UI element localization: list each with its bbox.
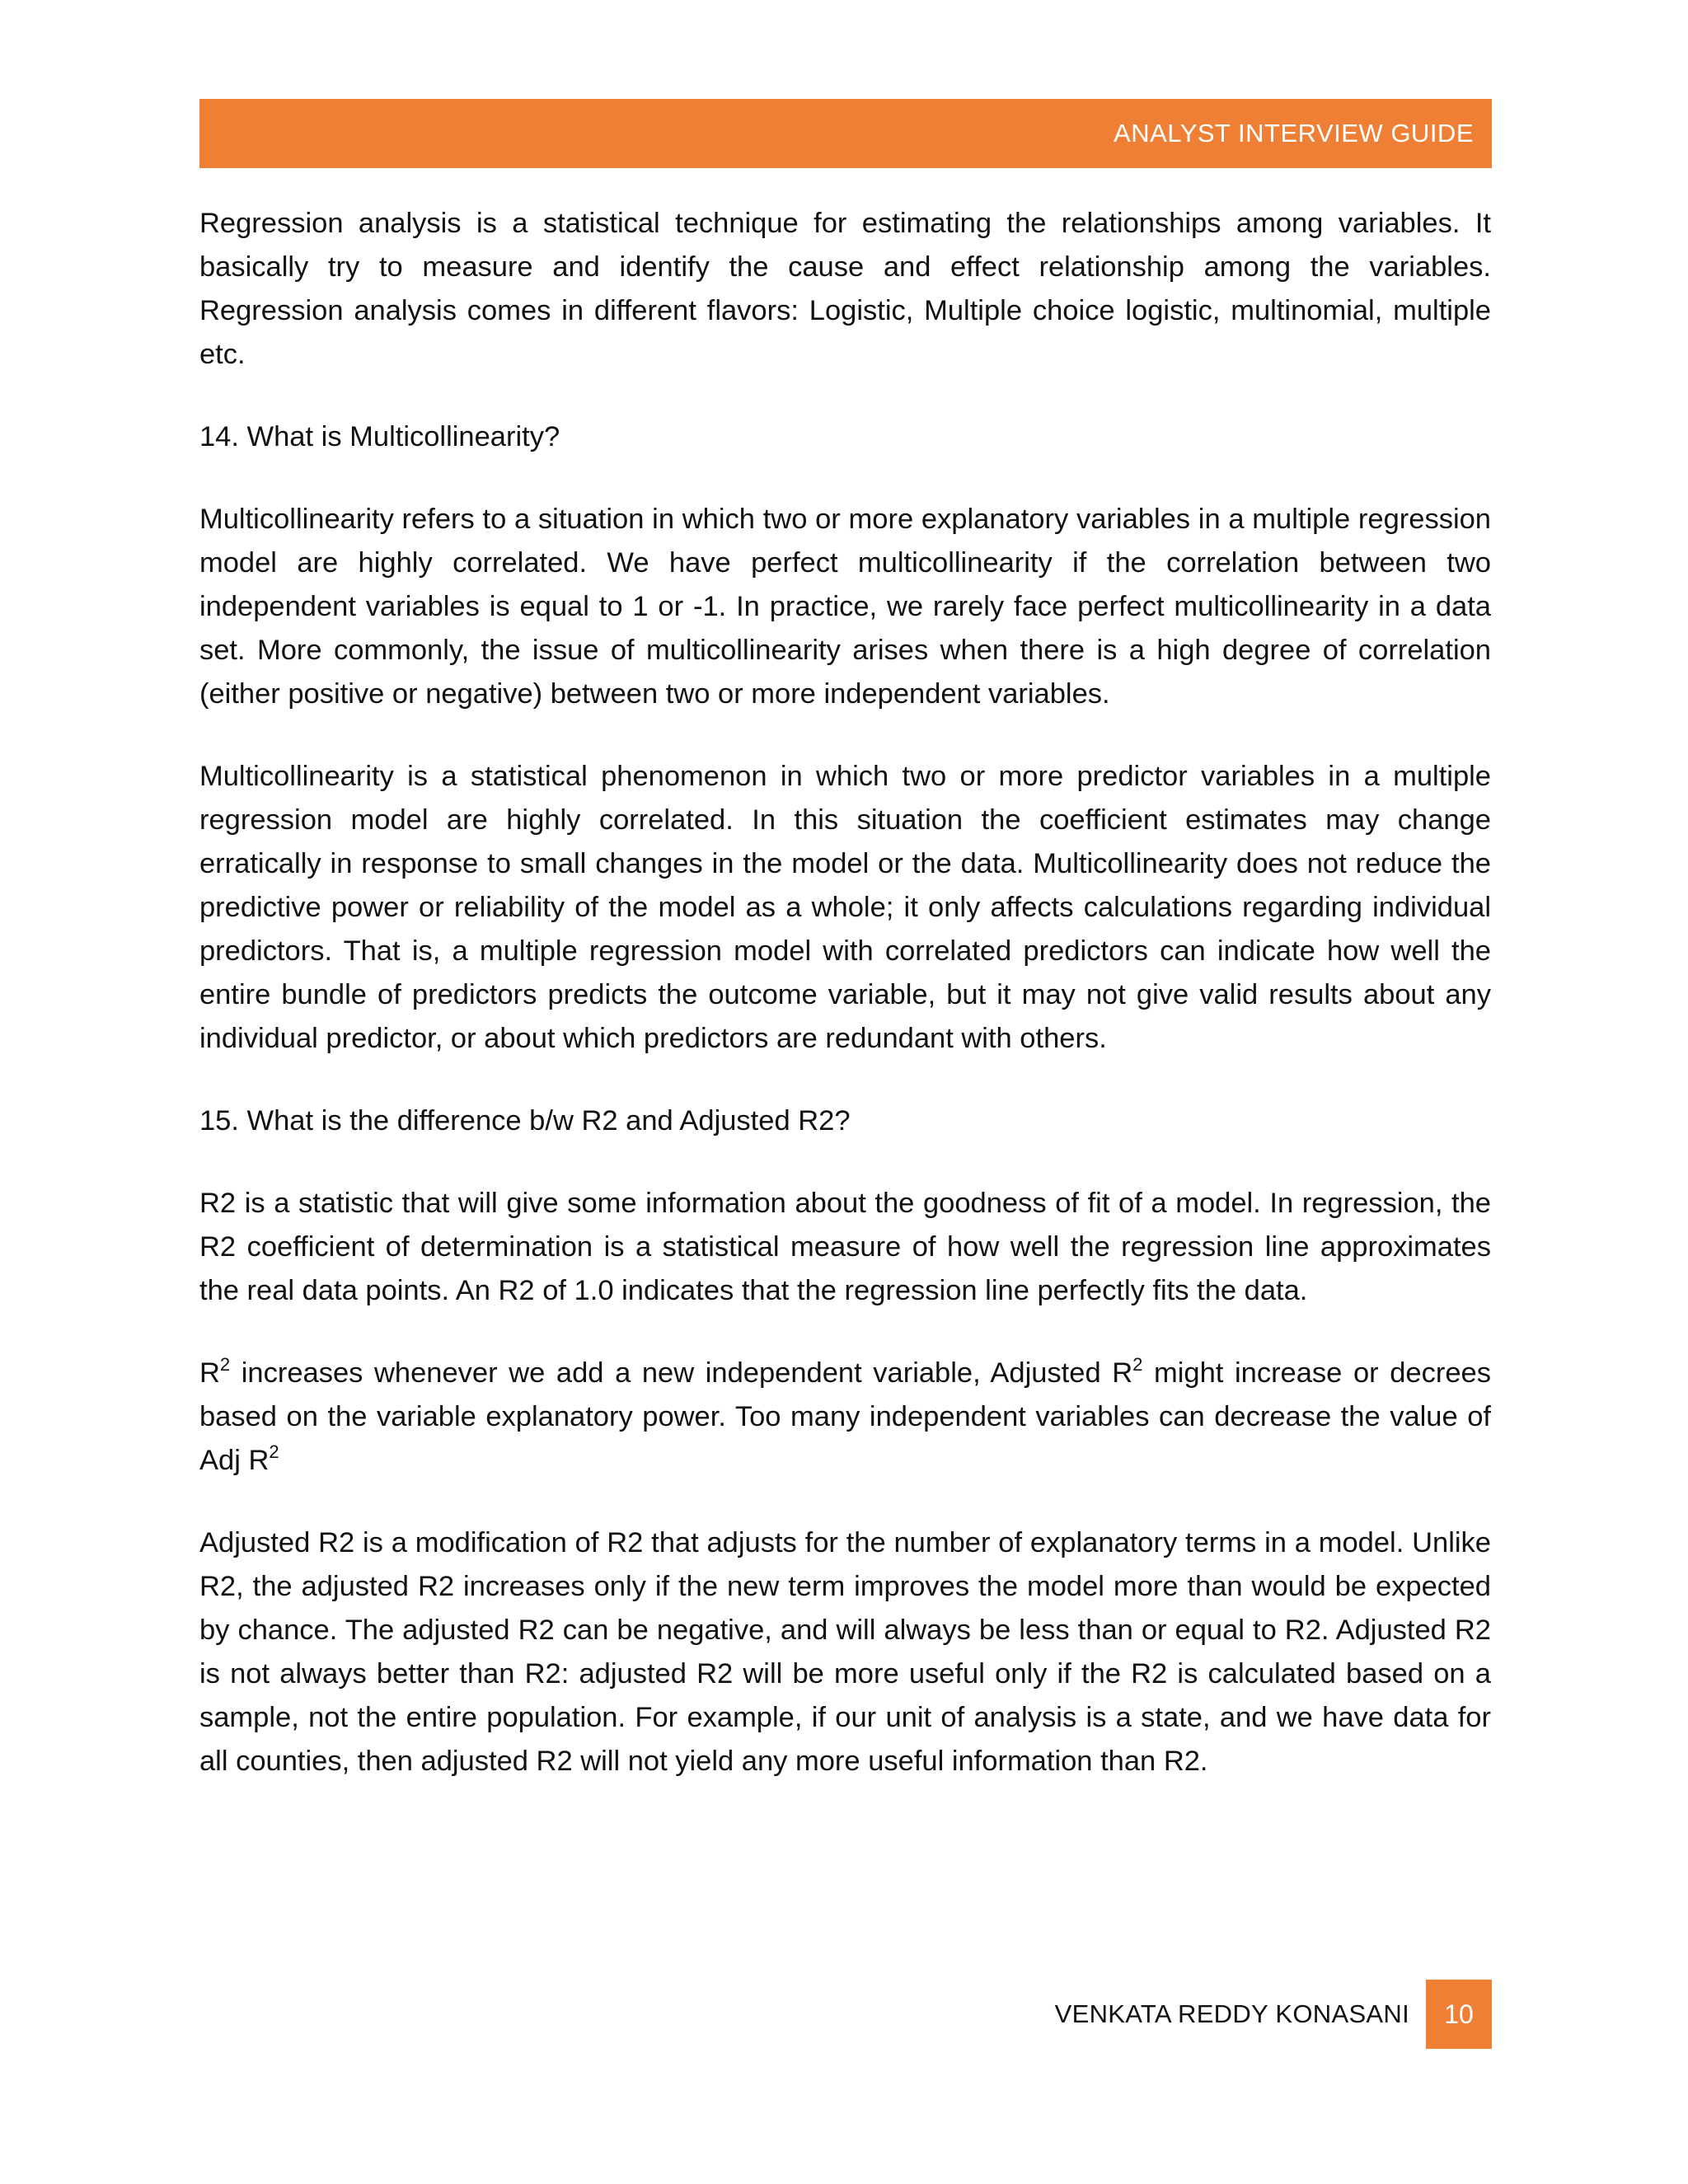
paragraph-r2-2	[199, 1352, 1491, 1483]
spacer	[199, 459, 1491, 498]
r2-text-2: might increase or decrees based on the variable explanatory power. Too many independent variables can decrease the value of Adj R	[199, 1357, 1491, 1476]
spacer	[199, 1143, 1491, 1182]
spacer	[199, 377, 1491, 415]
page-content	[199, 202, 1491, 1783]
paragraph-r2-1: R2 is a statistic that will give some information about the goodness of fit of a model. In regression, the R2 coefficient of determination is a statistical measure of how well the regression line approximates the real data points. An R2 of 1.0 indicates that the regression line perfectly fits the data.	[199, 1188, 1491, 1306]
page-number-box	[1426, 1980, 1492, 2049]
r2-text-r: R	[199, 1357, 220, 1389]
footer-author: VENKATA REDDY KONASANI	[1054, 1999, 1409, 2028]
spacer	[199, 716, 1491, 755]
header-title: ANALYST INTERVIEW GUIDE	[1114, 119, 1474, 148]
spacer	[199, 1313, 1491, 1352]
question-15-heading: 15. What is the difference b/w R2 and Adjusted R2?	[199, 1105, 851, 1137]
header-bar	[199, 99, 1492, 168]
spacer	[199, 1483, 1491, 1521]
question-14-heading: 14. What is Multicollinearity?	[199, 421, 560, 452]
paragraph-multicollinearity-2: Multicollinearity is a statistical phenomenon in which two or more predictor variables in a multiple regression model are highly correlated. In this situation the coefficient estimates may change erratically in response to small changes in the model or the data. Multicollinearity does not reduce the predictive power or reliability of the model as a whole; it only affects calculations regarding individual predictors. That is, a multiple regression model with correlated predictors can indicate how well the entire bundle of predictors predicts the outcome variable, but it may not give valid results about any individual predictor, or about which predictors are redundant with others.	[199, 761, 1491, 1054]
footer	[199, 1980, 1492, 2049]
spacer	[199, 1061, 1491, 1099]
paragraph-multicollinearity-1: Multicollinearity refers to a situation in which two or more explanatory variables in a multiple regression model are highly correlated. We have perfect multicollinearity if the correlation between two independent variables is equal to 1 or -1. In practice, we rarely face perfect multicollinearity in a data set. More commonly, the issue of multicollinearity arises when there is a high degree of correlation (either positive or negative) between two or more independent variables.	[199, 504, 1491, 710]
superscript-2: 2	[219, 1353, 231, 1375]
paragraph-adjusted-r2: Adjusted R2 is a modification of R2 that adjusts for the number of explanatory terms in a model. Unlike R2, the adjusted R2 increases only if the new term improves the model more than would be expected by chance. The adjusted R2 can be negative, and will always be less than or equal to R2. Adjusted R2 is not always better than R2: adjusted R2 will be more useful only if the R2 is calculated based on a sample, not the entire population. For example, if our unit of analysis is a state, and we have data for all counties, then adjusted R2 will not yield any more useful information than R2.	[199, 1527, 1491, 1777]
superscript-2: 2	[269, 1441, 279, 1462]
page-number: 10	[1444, 1999, 1474, 2029]
r2-text-1: increases whenever we add a new independent variable, Adjusted R	[230, 1357, 1133, 1389]
paragraph-regression: Regression analysis is a statistical technique for estimating the relationships among variables. It basically try to measure and identify the cause and effect relationship among the variables. Regression analysis comes in different flavors: Logistic, Multiple choice logistic, multinomial, multiple etc.	[199, 208, 1491, 370]
superscript-2: 2	[1132, 1353, 1143, 1375]
